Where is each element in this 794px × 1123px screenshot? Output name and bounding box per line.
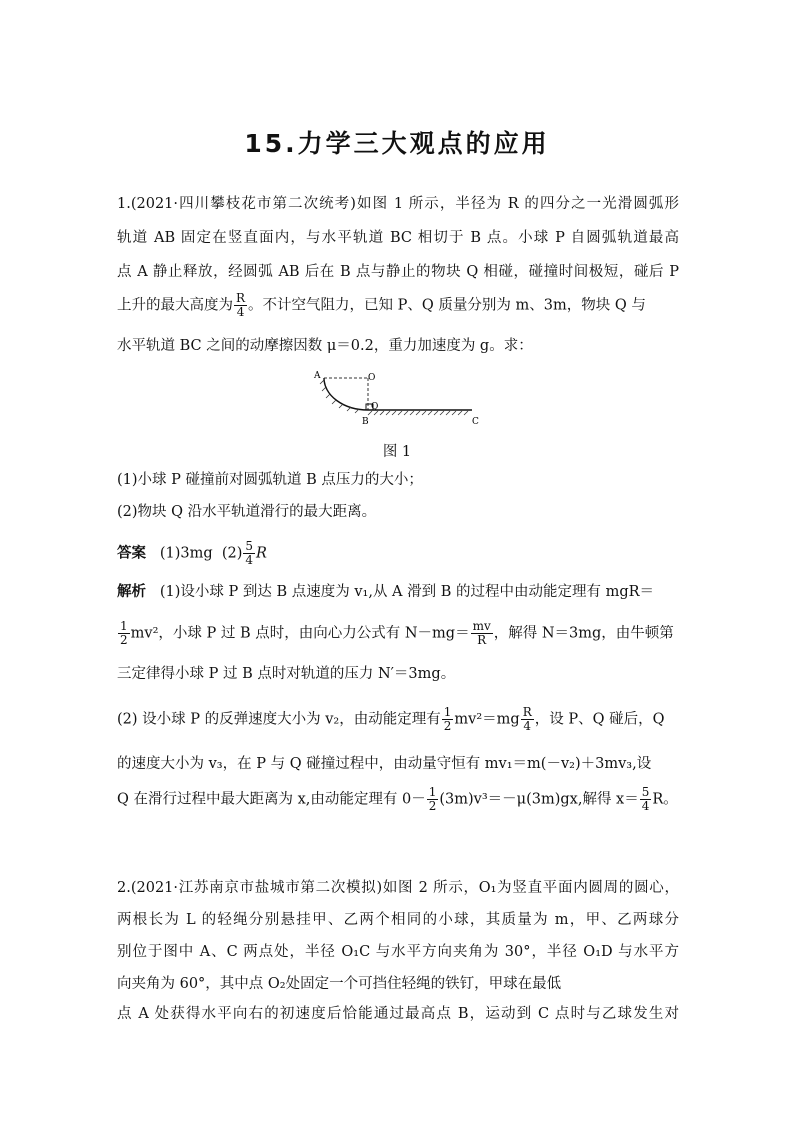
- track-diagram: [310, 366, 490, 432]
- fraction-numerator: R: [522, 705, 532, 719]
- fraction-denominator: 4: [641, 799, 650, 813]
- track-hatching: [368, 411, 468, 415]
- q1-stem-line-2: 轨道 AB 固定在竖直面内，与水平轨道 BC 相切于 B 点。小球 P 自圆弧轨道最高: [117, 230, 679, 246]
- label-a: A: [314, 371, 321, 381]
- q1-analysis-part2-line-2: 的速度大小为 v₃，在 P 与 Q 碰撞过程中，由动量守恒有 mv₁＝m(－v₂)＋3mv₃,设: [117, 756, 652, 772]
- q1-analysis-line-1: [117, 582, 679, 602]
- q1-subquestion-1: (1)小球 P 碰撞前对圆弧轨道 B 点压力的大小；: [117, 472, 423, 488]
- fraction-denominator: 2: [120, 633, 128, 647]
- answer-fraction: [243, 540, 255, 567]
- fraction-denominator: 2: [443, 719, 452, 733]
- q2-stem-line-4: 向夹角为 60°，其中点 O₂处固定一个可挡住轻绳的铁钉，甲球在最低: [117, 976, 562, 992]
- fraction-numerator: 5: [641, 785, 650, 799]
- q1-stem-line-4: [117, 292, 679, 319]
- fraction-numerator: 5: [245, 539, 254, 553]
- analysis-text-1: (1)设小球 P 到达 B 点速度为 v₁,从 A 滑到 B 的过程中由动能定理有 mgR＝: [159, 584, 655, 600]
- fraction-one-half: [118, 620, 130, 647]
- q1-stem-line-5: 水平轨道 BC 之间的动摩擦因数 μ＝0.2，重力加速度为 g。求：: [117, 338, 533, 354]
- fraction-5-over-4: [640, 786, 652, 813]
- analysis-b-text-3b: (3m)v³＝－μ(3m)gx,解得 x＝: [439, 791, 639, 808]
- fraction-denominator: 4: [523, 719, 532, 733]
- fraction-mv-over-r: [471, 620, 493, 647]
- fraction-numerator: 1: [120, 619, 128, 633]
- q2-stem-line-5: 点 A 处获得水平向右的初速度后恰能通过最高点 B，运动到 C 点时与乙球发生对: [117, 1006, 679, 1022]
- figure-1-diagram: [310, 366, 490, 432]
- q1-stem-line-3: 点 A 静止释放，经圆弧 AB 后在 B 点与静止的物块 Q 相碰，碰撞时间极短，碰后 P: [117, 264, 679, 280]
- fraction-numerator: 1: [443, 705, 452, 719]
- q1-analysis-part2-line-1: [117, 706, 679, 733]
- analysis-b-text-3c: R。: [652, 791, 678, 808]
- answer-r: R: [256, 545, 267, 562]
- figure-1-caption: [0, 440, 794, 461]
- q2-stem-line-2: 两根长为 L 的轻绳分别悬挂甲、乙两个相同的小球，其质量为 m，甲、乙两球分: [117, 912, 679, 928]
- fraction-denominator: 2: [428, 799, 437, 813]
- q1-analysis-line-3: 三定律得小球 P 过 B 点时对轨道的压力 N′＝3mg。: [117, 666, 456, 682]
- fraction-numerator: 1: [428, 785, 437, 799]
- fraction-denominator: 4: [236, 305, 245, 319]
- q1-stem-line-1: 1.(2021·四川攀枝花市第二次统考)如图 1 所示，半径为 R 的四分之一光滑圆弧形: [117, 196, 679, 212]
- answer-part-2-prefix: (2): [221, 545, 243, 562]
- q1-answer: [117, 540, 679, 567]
- fraction-one-half: [442, 706, 454, 733]
- q1-subquestion-2: (2)物块 Q 沿水平轨道滑行的最大距离。: [117, 504, 377, 520]
- analysis-text-2a: mv²，小球 P 过 B 点时，由向心力公式有 N－mg＝: [130, 625, 470, 642]
- answer-part-1: (1)3mg: [159, 545, 213, 562]
- analysis-label: 解析: [117, 583, 146, 600]
- analysis-b-text-3a: Q 在滑行过程中最大距离为 x,由动能定理有 0－: [117, 791, 426, 808]
- analysis-b-text-1c: ，设 P、Q 碰后，Q: [534, 711, 665, 728]
- fraction-one-half: [427, 786, 439, 813]
- analysis-b-text-1a: (2) 设小球 P 的反弹速度大小为 v₂，由动能定理有: [117, 711, 441, 728]
- answer-label: 答案: [117, 544, 146, 562]
- label-b: B: [362, 417, 369, 427]
- figure-caption-text: 图 1: [382, 444, 412, 460]
- q1-analysis-part2-line-3: [117, 786, 679, 813]
- fraction-denominator: R: [477, 633, 487, 647]
- label-c: C: [472, 417, 479, 427]
- label-o: O: [368, 373, 376, 383]
- fraction-numerator: R: [236, 291, 246, 305]
- analysis-b-text-1b: mv²＝mg: [454, 711, 520, 728]
- q1-stem-line-4-text-b: 。不计空气阻力，已知 P、Q 质量分别为 m、3m，物块 Q 与: [248, 297, 646, 314]
- fraction-r-over-4: [234, 292, 247, 319]
- analysis-text-2b: ，解得 N＝3mg，由牛顿第: [493, 625, 674, 642]
- q2-stem-line-3: 别位于图中 A、C 两点处，半径 O₁C 与水平方向夹角为 30°，半径 O₁D 与水平方: [117, 944, 679, 960]
- q2-stem-line-1: 2.(2021·江苏南京市盐城市第二次模拟)如图 2 所示，O₁为竖直平面内圆周的圆心，: [117, 880, 679, 896]
- arc-track: [324, 378, 368, 410]
- page-title: 15.力学三大观点的应用: [244, 129, 550, 158]
- q1-stem-line-4-text-a: 上升的最大高度为: [117, 297, 233, 314]
- label-q: Q: [371, 402, 379, 412]
- fraction-r-over-4: [521, 706, 534, 733]
- fraction-denominator: 4: [245, 553, 254, 567]
- q1-analysis-line-2: [117, 620, 679, 647]
- fraction-numerator: mv: [472, 619, 491, 633]
